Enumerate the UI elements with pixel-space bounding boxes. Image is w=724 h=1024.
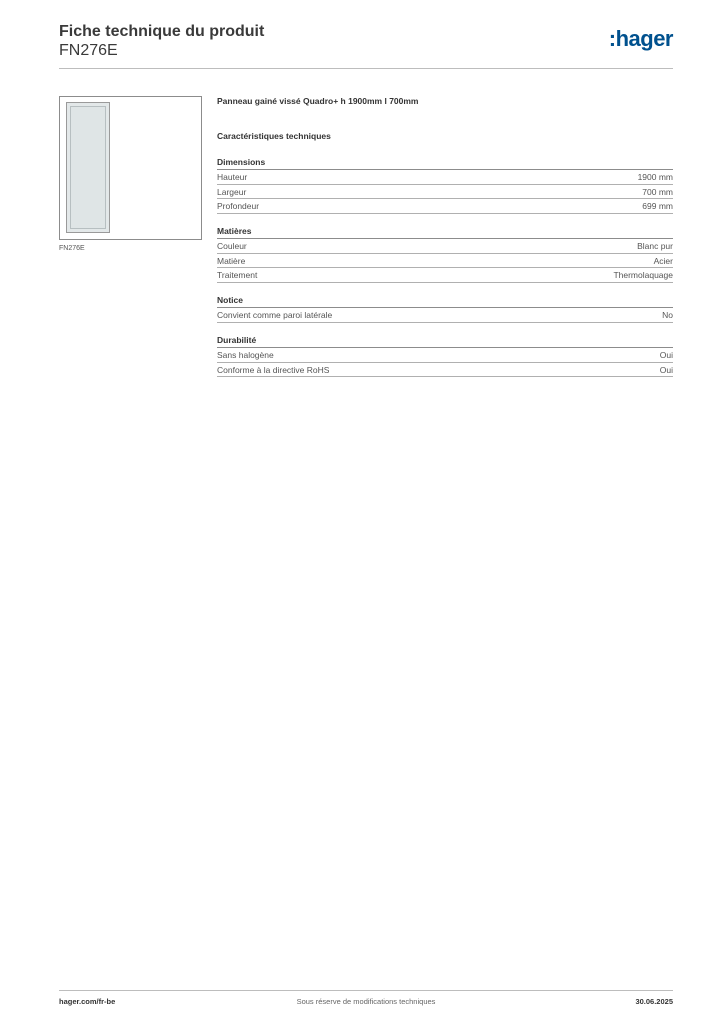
spec-value: 699 mm — [642, 201, 673, 212]
spec-row — [217, 254, 673, 269]
spec-value: 1900 mm — [637, 172, 673, 182]
section-title: Durabilité — [217, 334, 673, 348]
page-header — [59, 22, 673, 69]
spec-row — [217, 170, 673, 185]
header-divider — [59, 68, 673, 69]
section-title: Notice — [217, 294, 673, 308]
spec-value: Blanc pur — [637, 241, 673, 252]
spec-row — [217, 199, 673, 214]
spec-value: 700 mm — [642, 186, 673, 197]
section-title: Matières — [217, 225, 673, 239]
section-durability — [217, 334, 673, 377]
spec-value: No — [662, 310, 673, 321]
section-title: Dimensions — [217, 156, 673, 170]
footer-divider — [59, 990, 673, 991]
spec-row — [217, 348, 673, 363]
product-image-caption: FN276E — [59, 245, 85, 252]
spec-label: Profondeur — [217, 201, 260, 212]
spec-value: Oui — [659, 349, 673, 360]
product-image-frame — [59, 96, 202, 240]
product-panel-image — [66, 102, 110, 233]
footer-website-link[interactable]: hager.com/fr-be — [59, 997, 116, 1006]
spec-label: Hauteur — [217, 172, 248, 182]
footer-notice: Sous réserve de modifications techniques — [296, 997, 436, 1006]
section-notice — [217, 294, 673, 323]
section-materials — [217, 225, 673, 283]
product-code: FN276E — [59, 42, 118, 59]
spec-label: Matière — [217, 255, 246, 266]
spec-label: Traitement — [217, 270, 258, 281]
logo-colon-mark: : — [608, 26, 616, 51]
spec-row — [217, 363, 673, 378]
tech-characteristics-heading: Caractéristiques techniques — [217, 131, 331, 141]
spec-row — [217, 239, 673, 254]
spec-label: Sans halogène — [217, 349, 274, 360]
spec-label: Largeur — [217, 186, 247, 197]
hager-logo — [609, 28, 673, 50]
spec-label: Convient comme paroi latérale — [217, 310, 333, 321]
spec-value: Oui — [659, 364, 673, 375]
spec-value: Thermolaquage — [613, 270, 673, 281]
spec-content — [217, 96, 673, 377]
spec-value: Acier — [653, 255, 673, 266]
page-footer — [59, 997, 673, 1009]
panel-inner-surface — [70, 106, 106, 229]
spec-row — [217, 185, 673, 200]
section-dimensions — [217, 156, 673, 214]
spec-label: Conforme à la directive RoHS — [217, 364, 330, 375]
spec-row — [217, 268, 673, 283]
product-name: Panneau gainé vissé Quadro+ h 1900mm l 700mm — [217, 96, 419, 106]
logo-text: hager — [615, 26, 673, 51]
spec-row — [217, 308, 673, 323]
spec-label: Couleur — [217, 241, 247, 252]
footer-date: 30.06.2025 — [635, 997, 673, 1006]
document-title: Fiche technique du produit — [59, 23, 265, 40]
